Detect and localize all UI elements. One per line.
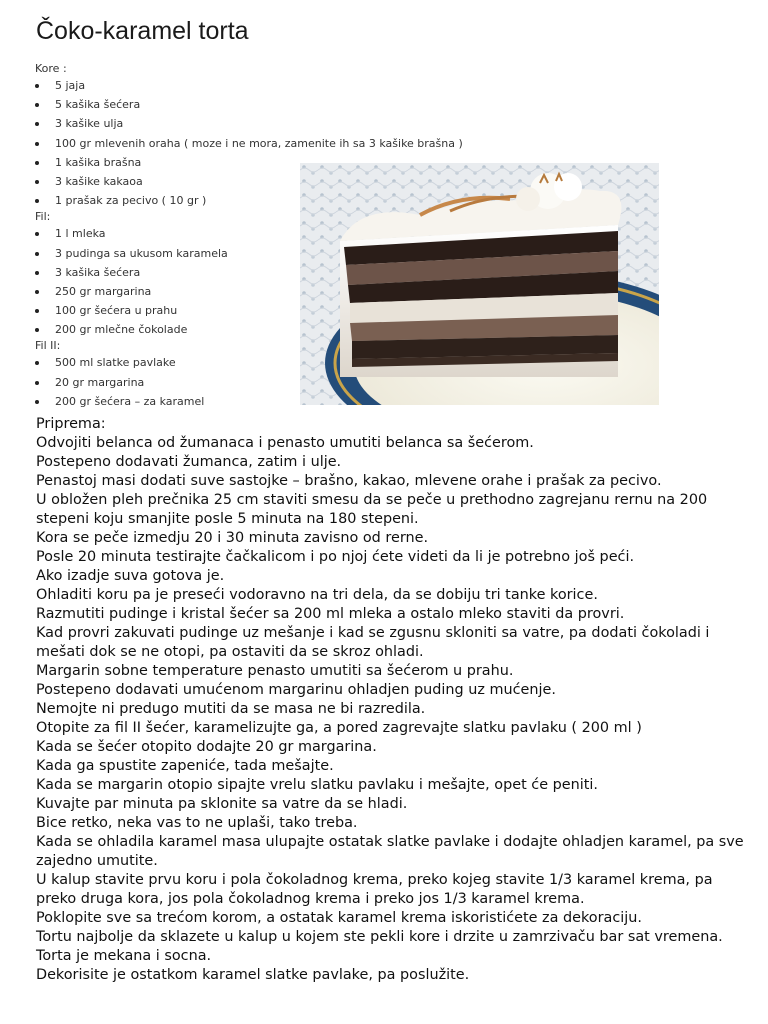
preparation-step: U obložen pleh prečnika 25 cm staviti smesu da se peče u prethodno zagrejanu rernu na 200 stepeni koju smanjite posle 5 minuta na 180 stepeni.: [36, 492, 708, 527]
ingredient-item: 200 gr šećera – za karamel: [35, 392, 505, 411]
preparation-step: Tortu najbolje da sklazete u kalup u kojem ste pekli kore i drzite u zamrzivaču bar sat vremena.: [36, 929, 723, 945]
ingredient-item: 1 prašak za pecivo ( 10 gr ): [35, 191, 505, 210]
preparation-step: Bice retko, neka vas to ne uplaši, tako treba.: [36, 815, 358, 831]
preparation-step: U kalup stavite prvu koru i pola čokoladnog krema, preko kojeg stavite 1/3 karamel krema, pa preko druga kora, jos pola čokoladnog krema i preko jos 1/3 karamel krema.: [36, 872, 713, 907]
preparation-step: Ohladiti koru pa je preseći vodoravno na tri dela, da se dobiju tri tanke korice.: [36, 587, 598, 603]
ingredient-item: 250 gr margarina: [35, 282, 505, 301]
section-label-kore: Kore :: [35, 62, 67, 75]
preparation-step: Kada ga spustite zapeniće, tada mešajte.: [36, 758, 334, 774]
section-label-fil-ii: Fil II:: [35, 339, 61, 353]
preparation-step: Penastoj masi dodati suve sastojke – brašno, kakao, mlevene orahe i prašak za pecivo.: [36, 473, 662, 489]
preparation-step: Posle 20 minuta testirajte čačkalicom i po njoj ćete videti da li je potrebno još peći.: [36, 549, 635, 565]
ingredient-item: 100 gr šećera u prahu: [35, 301, 505, 320]
ingredient-item: 3 pudinga sa ukusom karamela: [35, 244, 505, 263]
cake-photo: [300, 163, 659, 405]
preparation-step: Kad provri zakuvati pudinge uz mešanje i kad se zgusnu skloniti sa vatre, pa dodati čokoladi i mešati dok se ne otopi, pa ostaviti da se skroz ohladi.: [36, 625, 710, 660]
ingredient-item: 1 l mleka: [35, 224, 505, 243]
preparation-section: [36, 415, 752, 985]
preparation-step: Kora se peče izmedju 20 i 30 minuta zavisno od rerne.: [36, 530, 429, 546]
ingredient-item: 3 kašike kakaoa: [35, 172, 505, 191]
ingredient-item: 3 kašike ulja: [35, 114, 505, 133]
preparation-step: Torta je mekana i socna.: [36, 948, 212, 964]
preparation-step: Postepeno dodavati umućenom margarinu ohladjen puding uz mućenje.: [36, 682, 556, 698]
preparation-step: Margarin sobne temperature penasto umutiti sa šećerom u prahu.: [36, 663, 514, 679]
ingredient-item: 1 kašika brašna: [35, 153, 505, 172]
preparation-step: Razmutiti pudinge i kristal šećer sa 200 ml mleka a ostalo mleko staviti da provri.: [36, 606, 625, 622]
ingredient-item: 500 ml slatke pavlake: [35, 353, 505, 372]
preparation-steps: [36, 434, 752, 985]
preparation-step: Kada se ohladila karamel masa ulupajte ostatak slatke pavlake i dodajte ohladjen karamel, pa sve zajedno umutite.: [36, 834, 744, 869]
recipe-title: Čoko-karamel torta: [36, 17, 249, 45]
preparation-step: Poklopite sve sa trećom korom, a ostatak karamel krema iskoristićete za dekoraciju.: [36, 910, 642, 926]
preparation-step: Ako izadje suva gotova je.: [36, 568, 225, 584]
ingredient-item: 3 kašika šećera: [35, 263, 505, 282]
preparation-step: Postepeno dodavati žumanca, zatim i ulje.: [36, 454, 342, 470]
preparation-step: Kada se šećer otopito dodajte 20 gr margarina.: [36, 739, 377, 755]
preparation-step: Nemojte ni predugo mutiti da se masa ne bi razredila.: [36, 701, 426, 717]
preparation-step: Odvojiti belanca od žumanaca i penasto umutiti belanca sa šećerom.: [36, 435, 534, 451]
ingredient-item: 200 gr mlečne čokolade: [35, 320, 505, 339]
preparation-heading: Priprema:: [36, 416, 106, 432]
section-label-fil: Fil:: [35, 210, 51, 224]
preparation-step: Kuvajte par minuta pa sklonite sa vatre da se hladi.: [36, 796, 408, 812]
preparation-step: Dekorisite je ostatkom karamel slatke pavlake, pa poslužite.: [36, 967, 470, 983]
ingredient-item: 100 gr mlevenih oraha ( moze i ne mora, zamenite ih sa 3 kašike brašna ): [35, 134, 505, 153]
preparation-step: Kada se margarin otopio sipajte vrelu slatku pavlaku i mešajte, opet će peniti.: [36, 777, 598, 793]
preparation-step: Otopite za fil II šećer, karamelizujte ga, a pored zagrevajte slatku pavlaku ( 200 ml ): [36, 720, 642, 736]
ingredient-item: 5 jaja: [35, 76, 505, 95]
ingredient-item: 20 gr margarina: [35, 373, 505, 392]
ingredient-item: 5 kašika šećera: [35, 95, 505, 114]
cake-slice-illustration: [300, 163, 659, 405]
